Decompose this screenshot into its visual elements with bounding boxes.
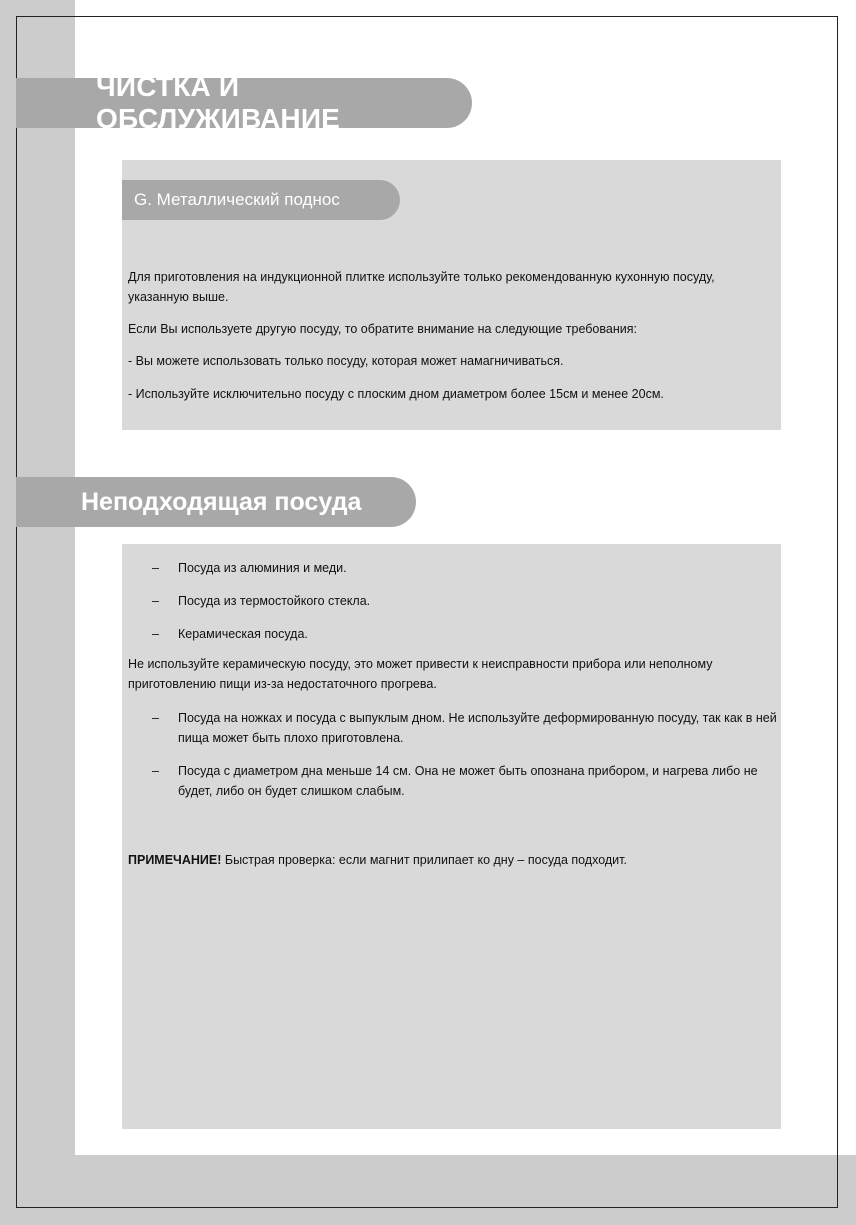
section-g-paragraph-4: - Используйте исключительно посуду с плоским дном диаметром более 15см и менее 20см. <box>128 387 664 401</box>
list-item-text: Посуда с диаметром дна меньше 14 см. Она не может быть опознана прибором, и нагрева либо не будет, либо он будет слишком слабым. <box>178 764 758 798</box>
list-item-text: Посуда на ножках и посуда с выпуклым дном. Не используйте деформированную посуду, так как в ней пища может быть плохо приготовлена. <box>178 711 777 745</box>
list-item <box>152 558 777 578</box>
list-item-text: Посуда из термостойкого стекла. <box>178 594 371 608</box>
bottom-margin-strip <box>0 1155 856 1225</box>
list-item <box>152 624 777 644</box>
section-g-paragraph-1: Для приготовления на индукционной плитке используйте только рекомендованную кухонную посуду, указанную выше. <box>128 270 715 304</box>
unsuitable-cookware-title: Неподходящая посуда <box>81 487 362 516</box>
unsuitable-cookware-banner <box>16 477 416 527</box>
dash-bullet: – <box>152 764 159 778</box>
note-paragraph <box>128 850 773 870</box>
section-g-title: G. Металлический поднос <box>134 190 340 209</box>
dash-bullet: – <box>152 561 159 575</box>
left-margin-strip <box>0 0 75 1225</box>
list-item <box>152 708 777 748</box>
page-title-banner <box>16 71 472 134</box>
list-item-text: Керамическая посуда. <box>178 627 308 641</box>
note-label: ПРИМЕЧАНИЕ! <box>128 853 222 867</box>
list-item <box>152 761 777 801</box>
ceramic-warning-paragraph: Не используйте керамическую посуду, это может привести к неисправности прибора или неполному приготовлению пищи из-за недостаточного прогрева. <box>128 657 713 691</box>
section-g-paragraph-2: Если Вы используете другую посуду, то обратите внимание на следующие требования: <box>128 322 637 336</box>
note-text: Быстрая проверка: если магнит прилипает ко дну – посуда подходит. <box>221 853 627 867</box>
list-item <box>152 591 777 611</box>
dash-bullet: – <box>152 627 159 641</box>
dash-bullet: – <box>152 594 159 608</box>
list-item-text: Посуда из алюминия и меди. <box>178 561 347 575</box>
section-g-panel <box>122 160 781 430</box>
section-g-paragraph-3: - Вы можете использовать только посуду, которая может намагничиваться. <box>128 354 564 368</box>
dash-bullet: – <box>152 711 159 725</box>
page-title: ЧИСТКА И ОБСЛУЖИВАНИЕ <box>96 71 341 134</box>
section-g-title-pill <box>122 180 400 220</box>
unsuitable-cookware-panel <box>122 544 781 1129</box>
